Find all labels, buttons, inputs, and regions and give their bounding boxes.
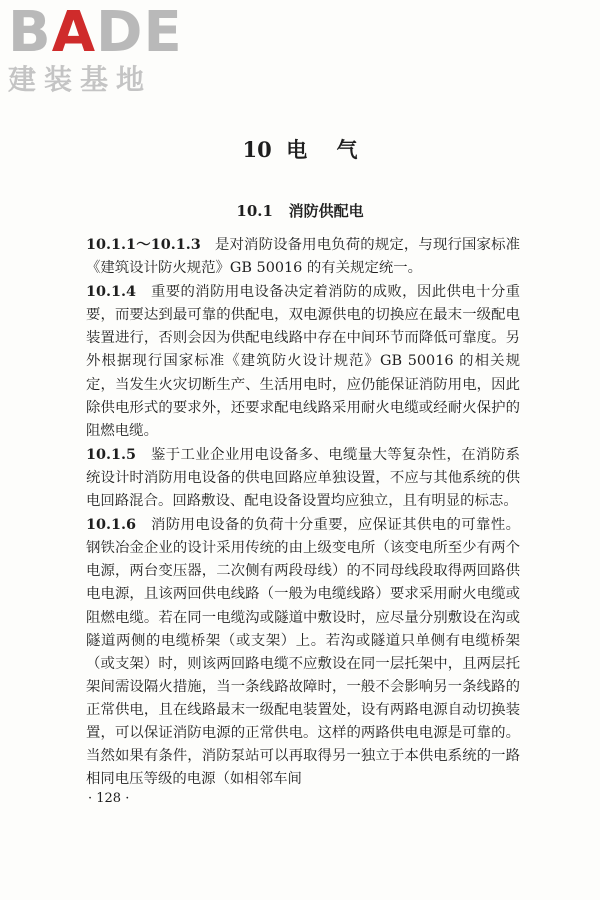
logo-subtitle: 建装基地	[8, 63, 153, 96]
paragraph-10-1-4	[86, 280, 520, 443]
clause-number: 10.1.6	[86, 516, 137, 534]
paragraph-text: 鉴于工业企业用电设备多、电缆量大等复杂性，在消防系统设计时消防用电设备的供电回路应单独设置，不应与其他系统的供电回路混合。回路敷设、配电设备设置均应独立，且有明显的标志。	[86, 446, 520, 510]
chapter-title: 10 电 气	[242, 137, 358, 162]
clause-number: 10.1.1～10.1.3	[86, 236, 201, 253]
paragraph-10-1-1	[86, 233, 520, 280]
paragraph-text: 重要的消防用电设备决定着消防的成败，因此供电十分重要，而要达到最可靠的供配电，双电源供电的切换应在最末一级配电装置进行，否则会因为供配电线路中存在中间环节而降低可靠度。另外根据现行国家标准《建筑防火设计规范》GB 50016 的相关规定，当发生火灾切断生产、生活用电时，应仍能保证消防用电，因此除供电形式的要求外，还要求配电线路采用耐火电缆或经耐火保护的阻燃电缆。	[86, 284, 520, 439]
logo-wordmark	[8, 0, 183, 65]
logo-letter-b: B	[8, 0, 52, 65]
brand-logo	[8, 0, 183, 96]
paragraph-10-1-6	[86, 513, 520, 791]
paragraph-text: 是对消防设备用电负荷的规定，与现行国家标准《建筑设计防火规范》GB 50016 的有关规定统一。	[86, 237, 520, 277]
body-text	[86, 233, 520, 791]
clause-number: 10.1.4	[86, 283, 137, 301]
section-title: 10.1 消防供配电	[236, 202, 364, 220]
logo-letter-a: A	[51, 0, 97, 65]
page-number: · 128 ·	[88, 791, 130, 806]
logo-letters-de: DE	[96, 0, 183, 65]
paragraph-10-1-5	[86, 443, 520, 513]
clause-number: 10.1.5	[86, 445, 137, 463]
paragraph-text: 消防用电设备的负荷十分重要，应保证其供电的可靠性。钢铁冶金企业的设计采用传统的由上级变电所（该变电所至少有两个电源，两台变压器，二次侧有两段母线）的不同母线段取得两回路供电电源，且该两回供电线路（一般为电缆线路）要求采用耐火电缆或阻燃电缆。若在同一电缆沟或隧道中敷设时，应尽量分别敷设在沟或隧道两侧的电缆桥架（或支架）上。若沟或隧道只单侧有电缆桥架（或支架）时，则该两回路电缆不应敷设在同一层托架中，且两层托架间需设隔火措施，当一条线路故障时，一般不会影响另一条线路的正常供电，且在线路最末一级配电装置处，设有两路电源自动切换装置，可以保证消防电源的正常供电。这样的两路供电电源是可靠的。当然如果有条件，消防泵站可以再取得另一独立于本供电系统的一路相同电压等级的电源（如相邻车间	[86, 517, 520, 788]
